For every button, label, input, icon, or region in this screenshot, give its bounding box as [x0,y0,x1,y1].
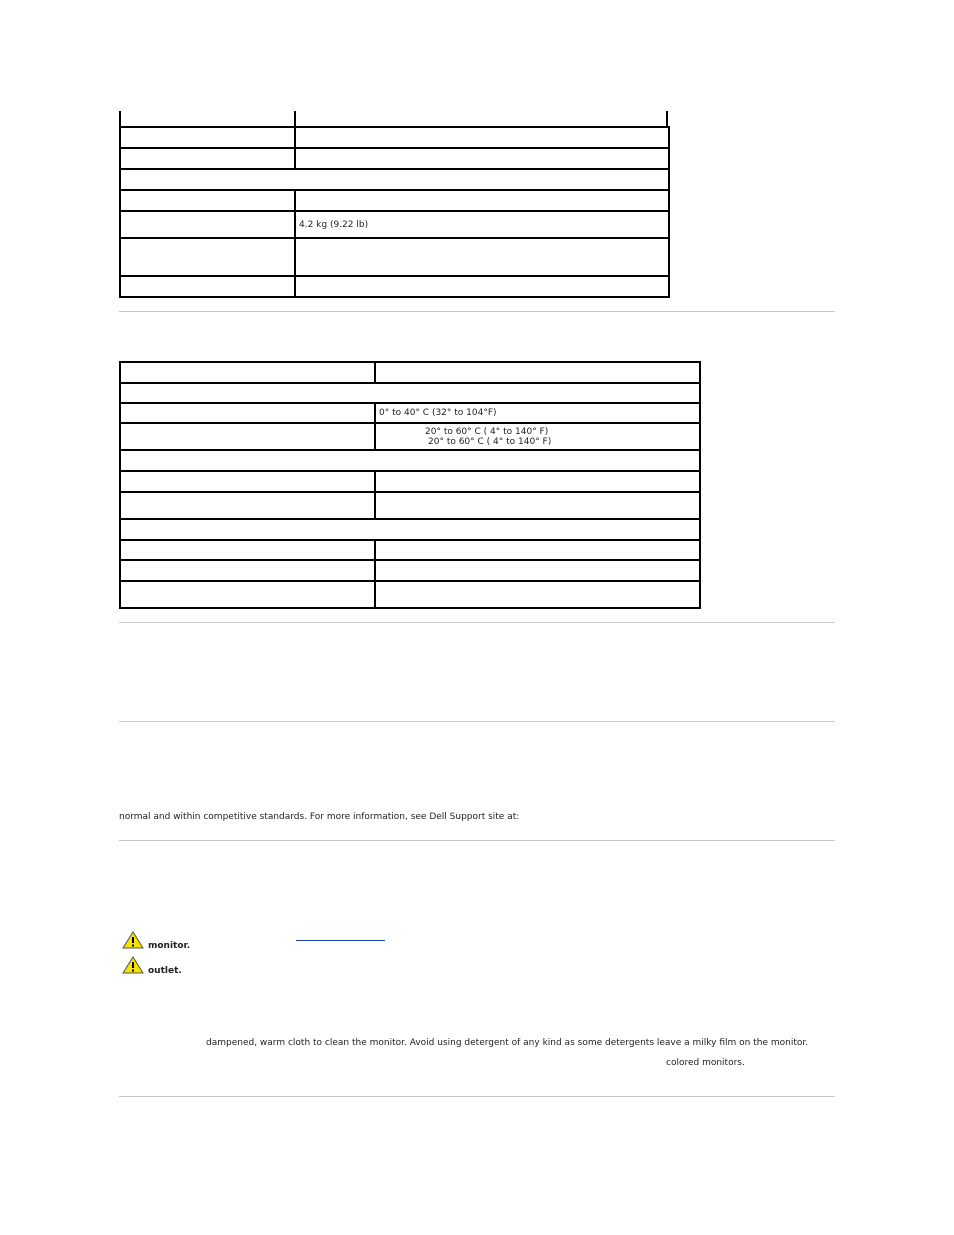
table-row [120,211,669,238]
table-row [120,127,669,148]
table-row [120,148,669,169]
weight-row-label [120,276,295,297]
weight-row-label [120,211,295,238]
pixel-policy-text: normal and within competitive standards. For more information, see Dell Support site at: [119,812,520,822]
caution-text-1: monitor. [148,941,191,951]
weight-row-value: 4.2 kg (9.22 lb) [295,211,669,238]
weight-row-label [120,238,295,276]
cleaning-instruction-1: dampened, warm cloth to clean the monitor. Avoid using detergent of any kind as some detergents leave a milky film on the monitor. [206,1038,809,1048]
storage-temperature-value [375,423,700,450]
env-row-value [375,492,700,519]
weight-row-label [120,190,295,211]
table-row [120,540,700,560]
table-row [120,238,669,276]
section-divider [119,622,835,623]
section-divider [119,311,835,312]
weight-table-top-edge-right [666,111,668,127]
env-section-header [120,519,700,540]
caution-text-2: outlet. [148,966,182,976]
weight-section-header [120,169,669,190]
weight-row-value [295,238,669,276]
safety-instructions-link[interactable] [296,940,385,941]
env-row-label [120,560,375,581]
table-row [120,560,700,581]
table-row [120,423,700,450]
env-row-value [375,581,700,608]
env-row-label [120,362,375,383]
env-row-label [120,403,375,423]
table-row [120,450,700,471]
env-row-label [120,581,375,608]
table-row [120,362,700,383]
section-divider [119,1096,835,1097]
env-row-value [375,560,700,581]
operating-temperature-value: 0° to 40° C (32° to 104°F) [375,403,700,423]
env-section-header [120,450,700,471]
env-section-header [120,383,700,403]
weight-row-value [295,190,669,211]
env-row-label [120,423,375,450]
weight-row-label [120,148,295,169]
cleaning-instruction-2: colored monitors. [666,1058,745,1068]
caution-icon [122,931,144,949]
storage-temp-line-1: 20° to 60° C ( 4° to 140° F) [425,426,549,437]
weight-table [119,126,670,298]
table-row [120,190,669,211]
weight-table-top-edge [119,111,121,127]
weight-row-label [120,127,295,148]
caution-icon [122,956,144,974]
table-row [120,403,700,423]
section-divider [119,721,835,722]
env-row-label [120,540,375,560]
table-row [120,492,700,519]
env-row-value [375,540,700,560]
table-row [120,383,700,403]
section-divider [119,840,835,841]
env-row-label [120,471,375,492]
weight-table-top-edge-mid [294,111,296,127]
env-row-label [120,492,375,519]
storage-temp-line-2: 20° to 60° C ( 4° to 140° F) [428,436,552,447]
table-row [120,169,669,190]
weight-row-value [295,276,669,297]
table-row [120,581,700,608]
env-row-value [375,362,700,383]
weight-row-value [295,148,669,169]
table-row [120,519,700,540]
env-row-value [375,471,700,492]
table-row [120,276,669,297]
table-row [120,471,700,492]
weight-row-value [295,127,669,148]
environment-table [119,361,701,609]
